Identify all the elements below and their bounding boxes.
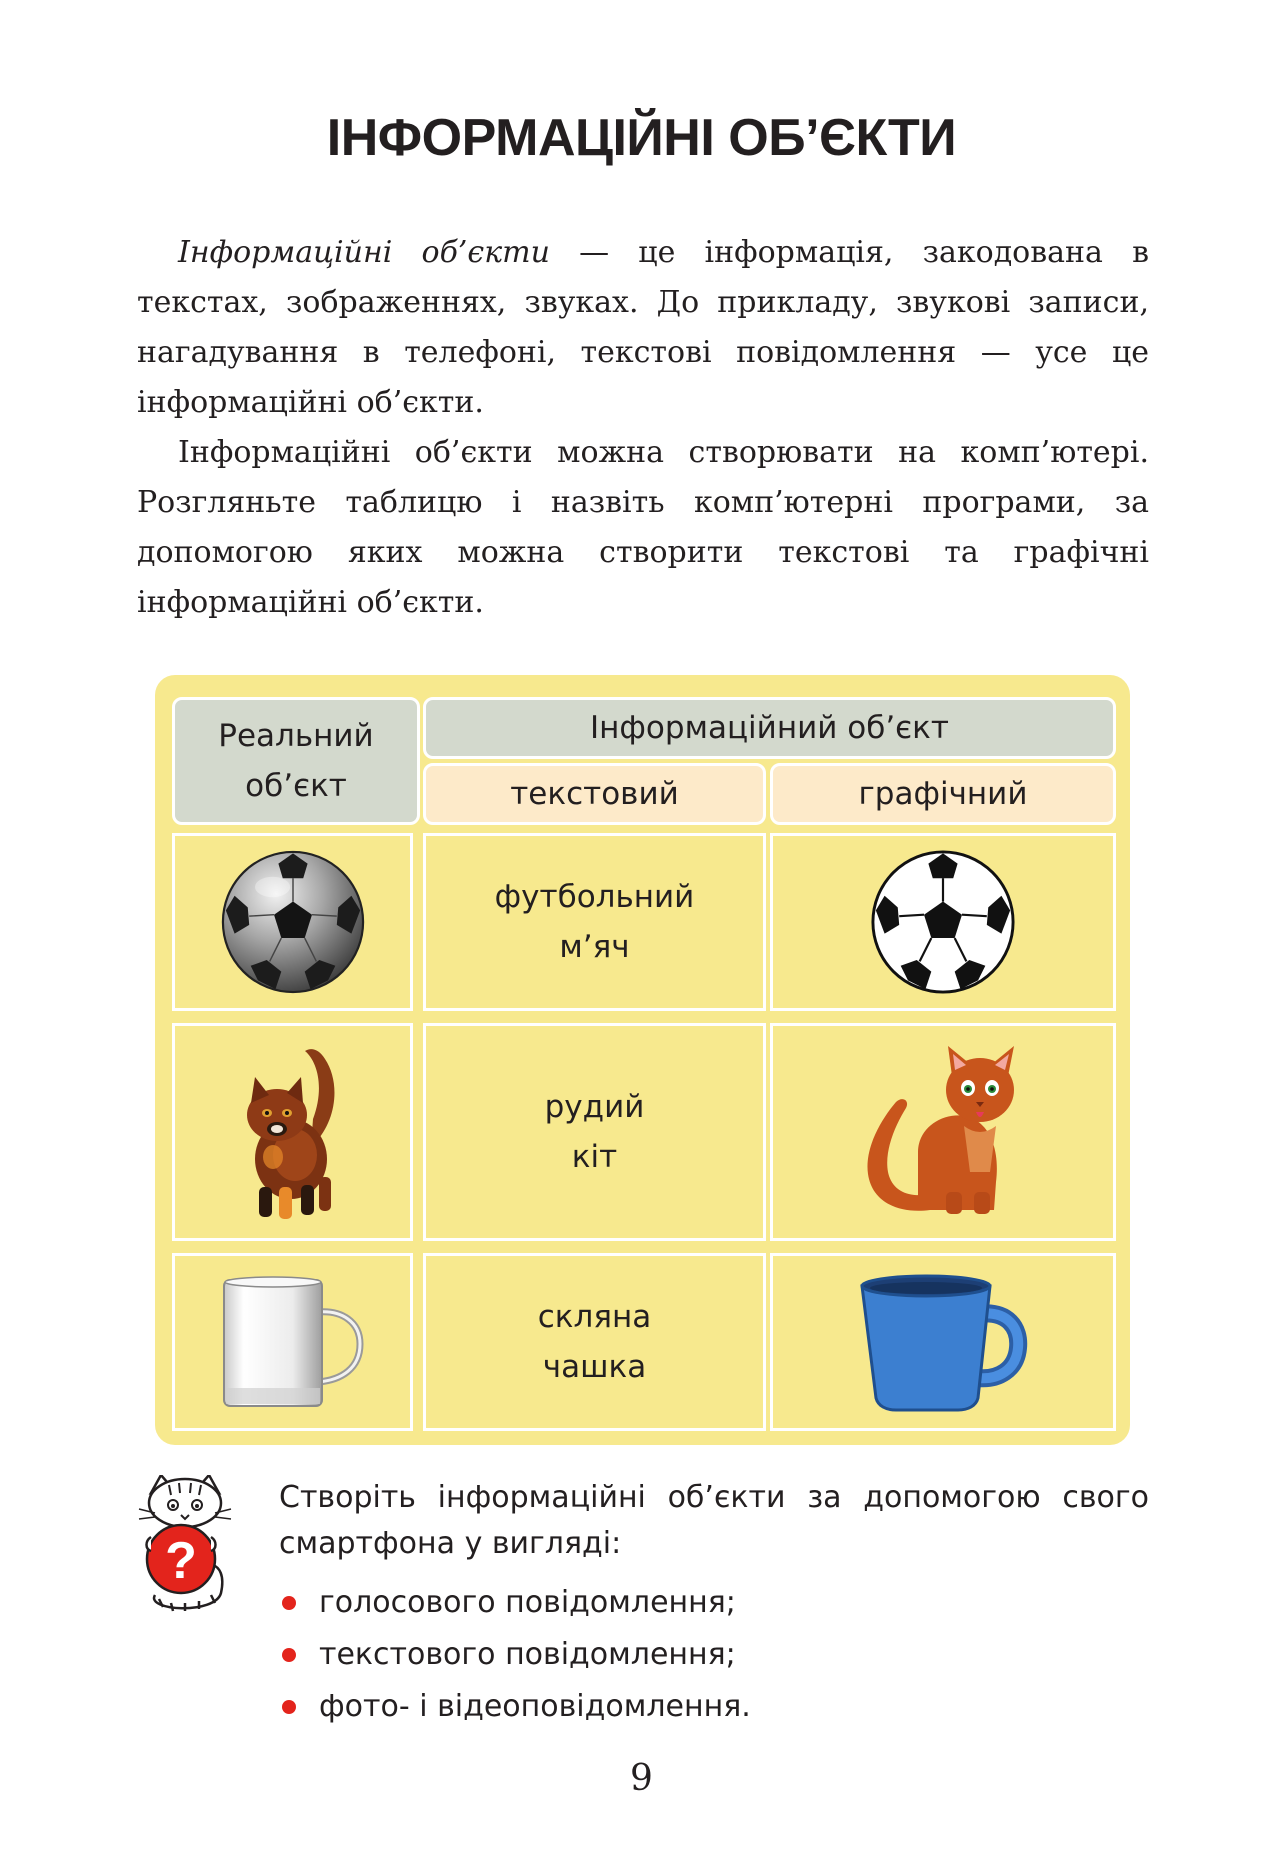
list-item-text: голосового повідомлення; [319, 1585, 736, 1620]
task-bullet-list [279, 1577, 751, 1733]
intro-paragraph-2: Інформаційні об’єкти можна створювати на комп’ютері. Розгляньте таблицю і назвіть комп’ютерні програми, за допомогою яких можна створити текстові та графічні інформаційні об’єкти. [137, 435, 1149, 620]
table-row-1-real [172, 833, 413, 1011]
list-item-text: фото- і відеоповідомлення. [319, 1689, 751, 1724]
glass-mug-photo-icon [218, 1272, 368, 1412]
blue-cup-drawing-icon [858, 1272, 1028, 1412]
page-title: ІНФОРМАЦІЙНІ ОБ’ЄКТИ [326, 109, 957, 167]
page-number: 9 [630, 1758, 653, 1799]
row-3-text-line1: скляна [537, 1299, 652, 1335]
intro-paragraph-1-rest: — це інформація, закодована в текстах, зображеннях, звуках. До прикладу, звукові записи, нагадування в телефоні, текстові повідомлення — усе це інформаційні об’єкти. [137, 235, 1149, 420]
question-mark: ? [165, 1532, 197, 1590]
table-row-1-text [423, 833, 766, 1011]
ginger-cat-photo-icon [233, 1037, 353, 1227]
row-3-text-line2: чашка [542, 1349, 647, 1385]
header-real-line2: об’єкт [245, 768, 347, 804]
header-text-type: текстовий [423, 763, 766, 825]
table-row-3-real [172, 1253, 413, 1431]
intro-text [137, 228, 1149, 628]
question-cat-icon [135, 1475, 235, 1615]
header-graphic-type: графічний [770, 763, 1116, 825]
red-bullet-icon [282, 1648, 296, 1662]
table-row-1-graphic [770, 833, 1116, 1011]
soccer-ball-photo-icon [220, 849, 366, 995]
table-row-3-graphic [770, 1253, 1116, 1431]
table-row-2-real [172, 1023, 413, 1241]
header-info-object: Інформаційний об’єкт [423, 697, 1116, 759]
ginger-cat-drawing-icon [858, 1042, 1028, 1222]
red-bullet-icon [282, 1596, 296, 1610]
table-row-2-graphic [770, 1023, 1116, 1241]
intro-paragraph-1 [137, 228, 1149, 428]
list-item [279, 1577, 751, 1629]
soccer-ball-drawing-icon [870, 849, 1016, 995]
table-row-2-text [423, 1023, 766, 1241]
row-2-text-line1: рудий [544, 1089, 645, 1125]
row-1-text-line1: футбольний [494, 879, 695, 915]
term-highlight: Інформаційні об’єкти [178, 235, 550, 270]
list-item [279, 1681, 751, 1733]
list-item [279, 1629, 751, 1681]
objects-table [155, 675, 1130, 1445]
table-row-3-text [423, 1253, 766, 1431]
task-text: Створіть інформаційні об’єкти за допомогою свого смартфона у вигляді: [279, 1480, 1149, 1561]
red-bullet-icon [282, 1700, 296, 1714]
list-item-text: текстового повідомлення; [319, 1637, 736, 1672]
row-2-text-line2: кіт [571, 1139, 618, 1175]
header-real-object [172, 697, 420, 825]
row-1-text-line2: м’яч [559, 929, 630, 965]
header-real-line1: Реальний [218, 718, 374, 754]
